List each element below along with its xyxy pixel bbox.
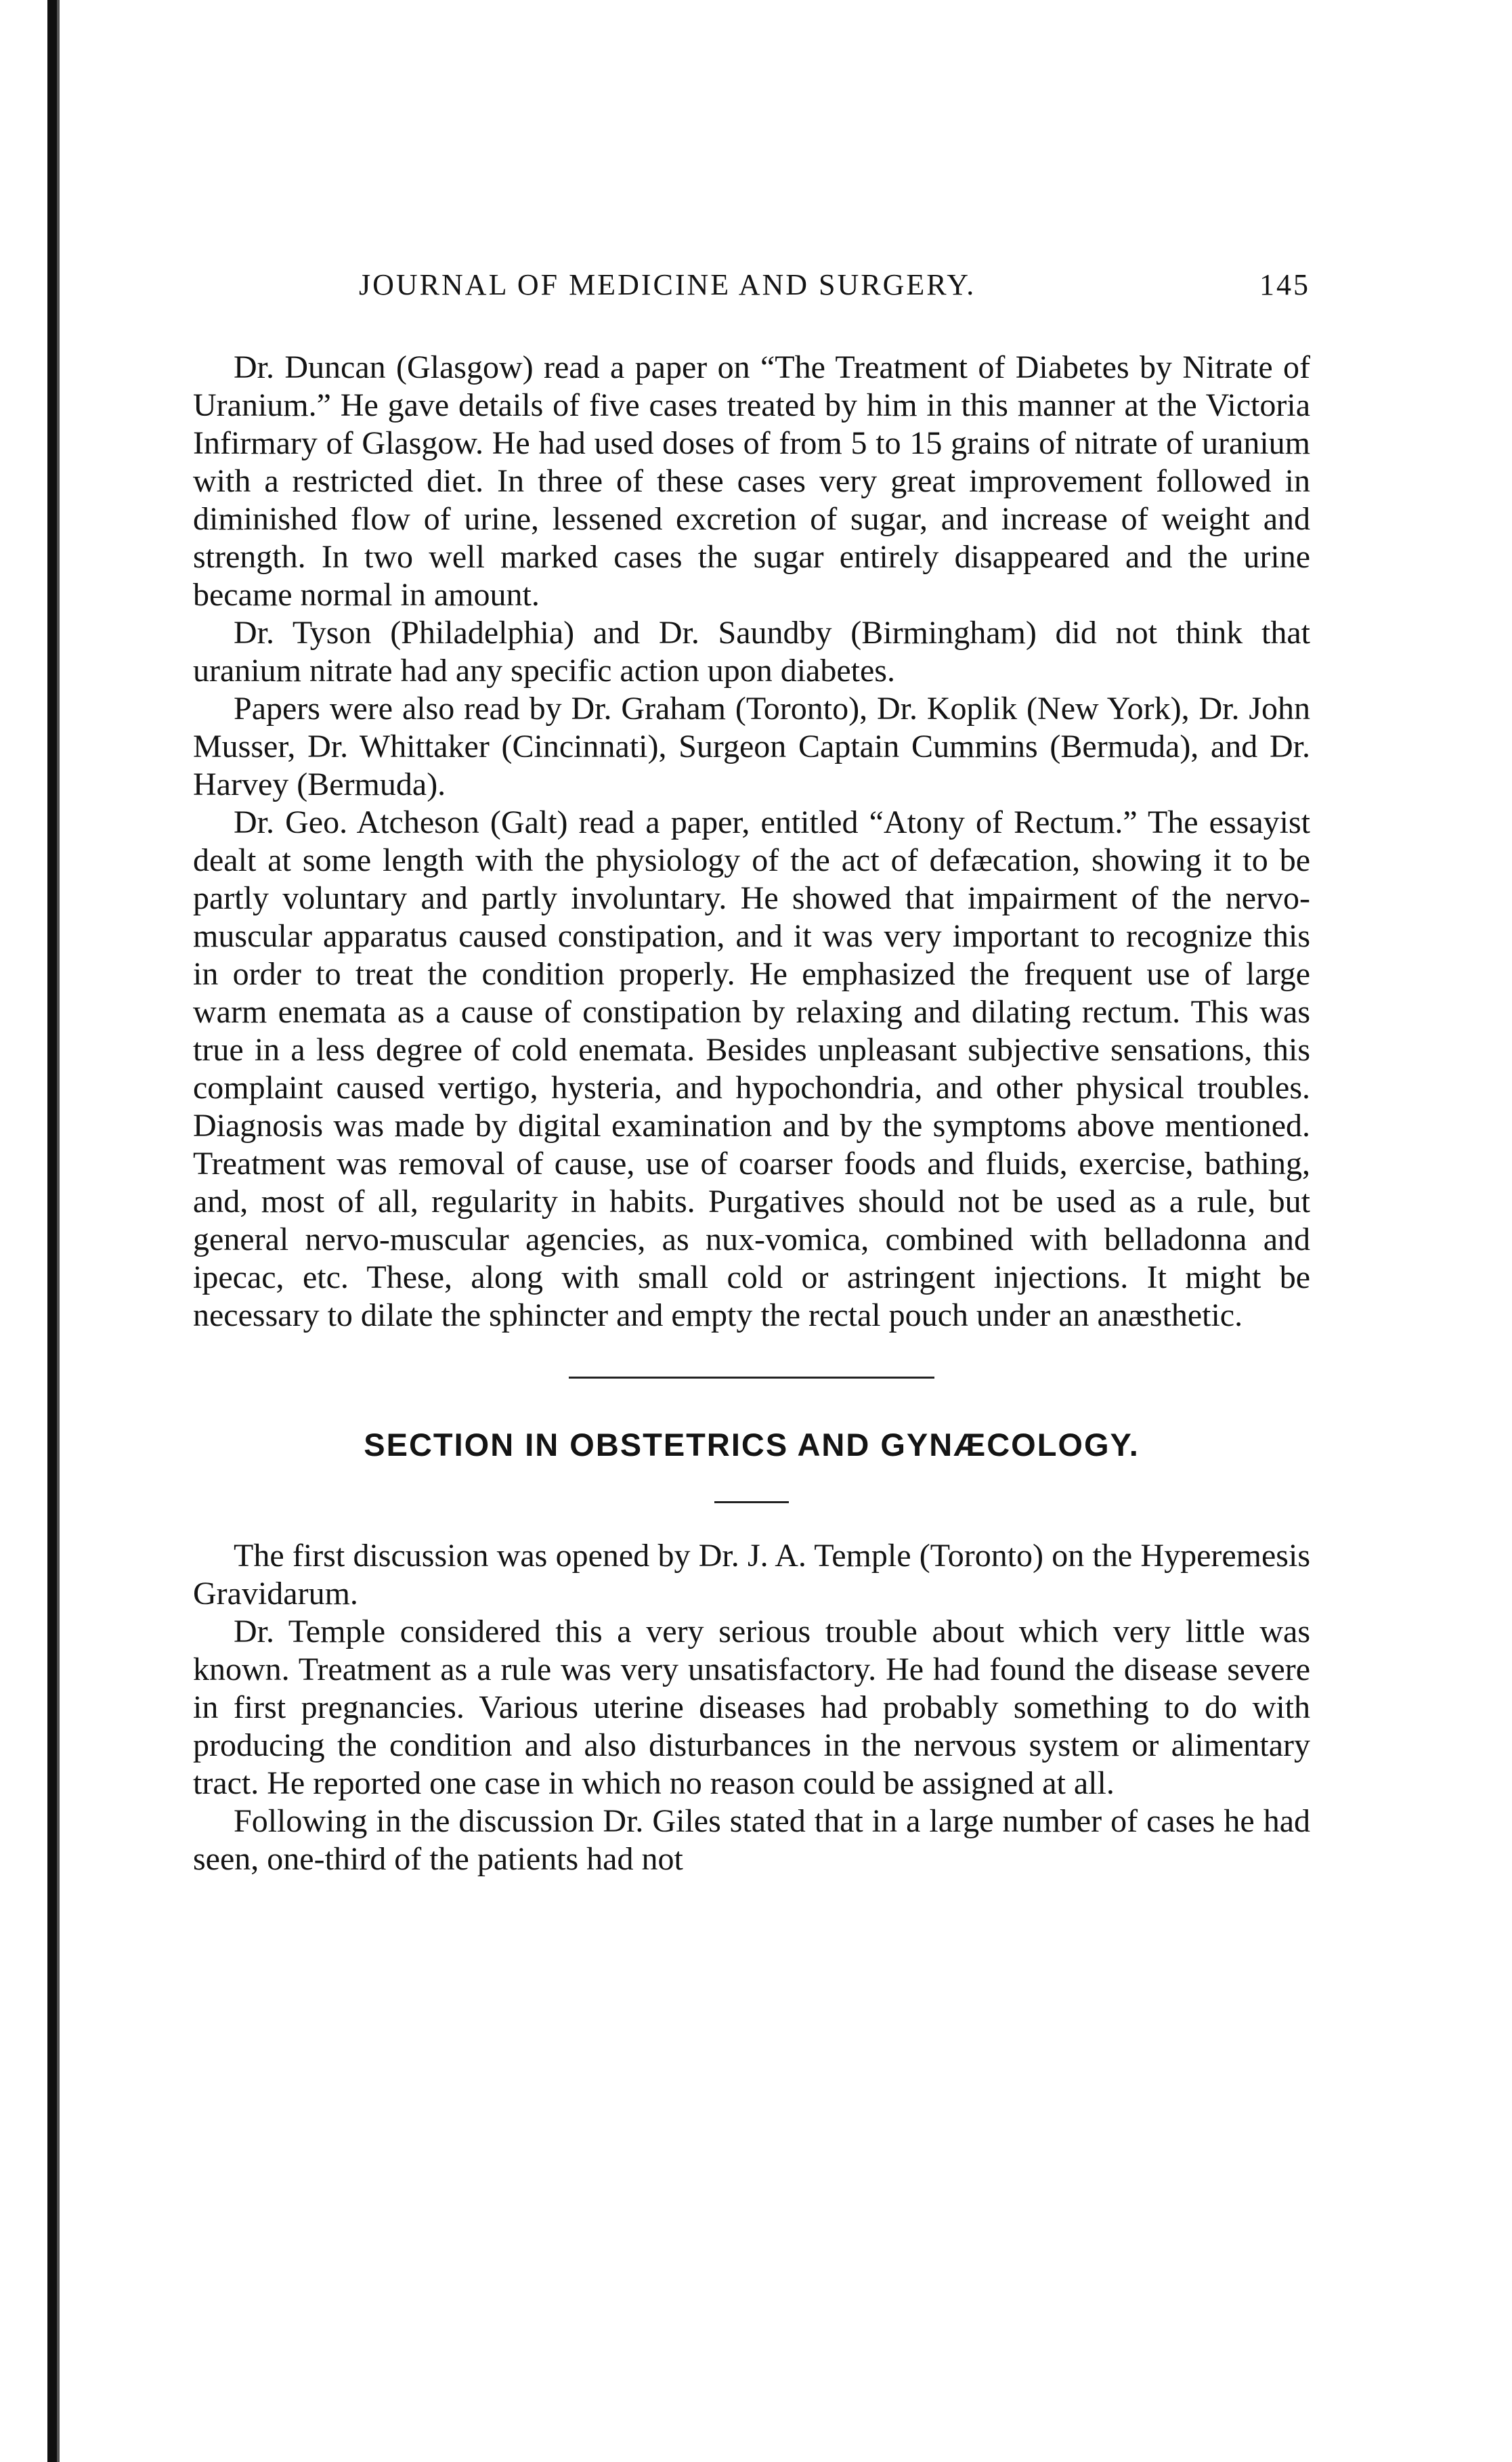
journal-title: JOURNAL OF MEDICINE AND SURGERY. (359, 268, 976, 301)
page-number: 145 (1259, 268, 1310, 301)
paragraph-papers-read: Papers were also read by Dr. Graham (Toronto), Dr. Koplik (New York), Dr. John Musser, Dr. Whittaker (Cincinnati), Surgeon Captain Cummins (Bermuda), and Dr. Harvey (Bermuda). (193, 691, 1310, 802)
section-heading: SECTION IN OBSTETRICS AND GYNÆCOLOGY. (364, 1427, 1140, 1463)
paragraph-atcheson: Dr. Geo. Atcheson (Galt) read a paper, entitled “Atony of Rectum.” The essayist dealt at some length with the physiology of the act of defæcation, showing it to be partly voluntary and partly involuntary. He showed that impairment of the nervo-muscular apparatus caused constipation, and it was very important to recognize this in order to treat the condition properly. He emphasized the frequent use of large warm enemata as a cause of constipation by relaxing and dilating rectum. This was true in a less degree of cold enemata. Besides unpleasant subjective sensations, this complaint caused vertigo, hysteria, and hypochondria, and other physical troubles. Diagnosis was made by digital examination and by the symptoms above mentioned. Treatment was removal of cause, use of coarser foods and fluids, exercise, bathing, and, most of all, regularity in habits. Purgatives should not be used as a rule, but general nervo-muscular agencies, as nux-vomica, combined with belladonna and ipecac, etc. These, along with small cold or astringent injections. It might be necessary to dilate the sphincter and empty the rectal pouch under an anæsthetic. (193, 804, 1310, 1333)
heading-underline-rule (714, 1501, 789, 1503)
section-divider-rule (569, 1377, 934, 1379)
paragraph-duncan: Dr. Duncan (Glasgow) read a paper on “The Treatment of Diabetes by Nitrate of Uranium.” He gave details of five cases treated by him in this manner at the Victoria Infirmary of Glasgow. He had used doses of from 5 to 15 grains of nitrate of uranium with a restricted diet. In three of these cases very great improvement followed in diminished flow of urine, lessened excretion of sugar, and increase of weight and strength. In two well marked cases the sugar entirely disappeared and the urine became normal in amount. (193, 349, 1310, 613)
page-binding-edge (47, 0, 57, 2462)
paragraph-tyson-saundby: Dr. Tyson (Philadelphia) and Dr. Saundby (Birmingham) did not think that uranium nitrate had any specific action upon diabetes. (193, 615, 1310, 689)
paragraph-temple-discussion: Dr. Temple considered this a very serious trouble about which very little was known. Treatment as a rule was very unsatisfactory. He had found the disease severe in first pregnancies. Various uterine diseases had probably something to do with producing the condition and also disturbances in the nervous system or alimentary tract. He reported one case in which no reason could be assigned at all. (193, 1614, 1310, 1801)
paragraph-temple-opening: The first discussion was opened by Dr. J. A. Temple (Toronto) on the Hyperemesis Gravidarum. (193, 1538, 1310, 1612)
article-body-part2 (193, 1537, 1310, 1878)
journal-page (193, 267, 1310, 1878)
article-body-part1 (193, 349, 1310, 1335)
paragraph-giles: Following in the discussion Dr. Giles stated that in a large number of cases he had seen, one-third of the patients had not (193, 1803, 1310, 1877)
running-header (193, 267, 1310, 308)
